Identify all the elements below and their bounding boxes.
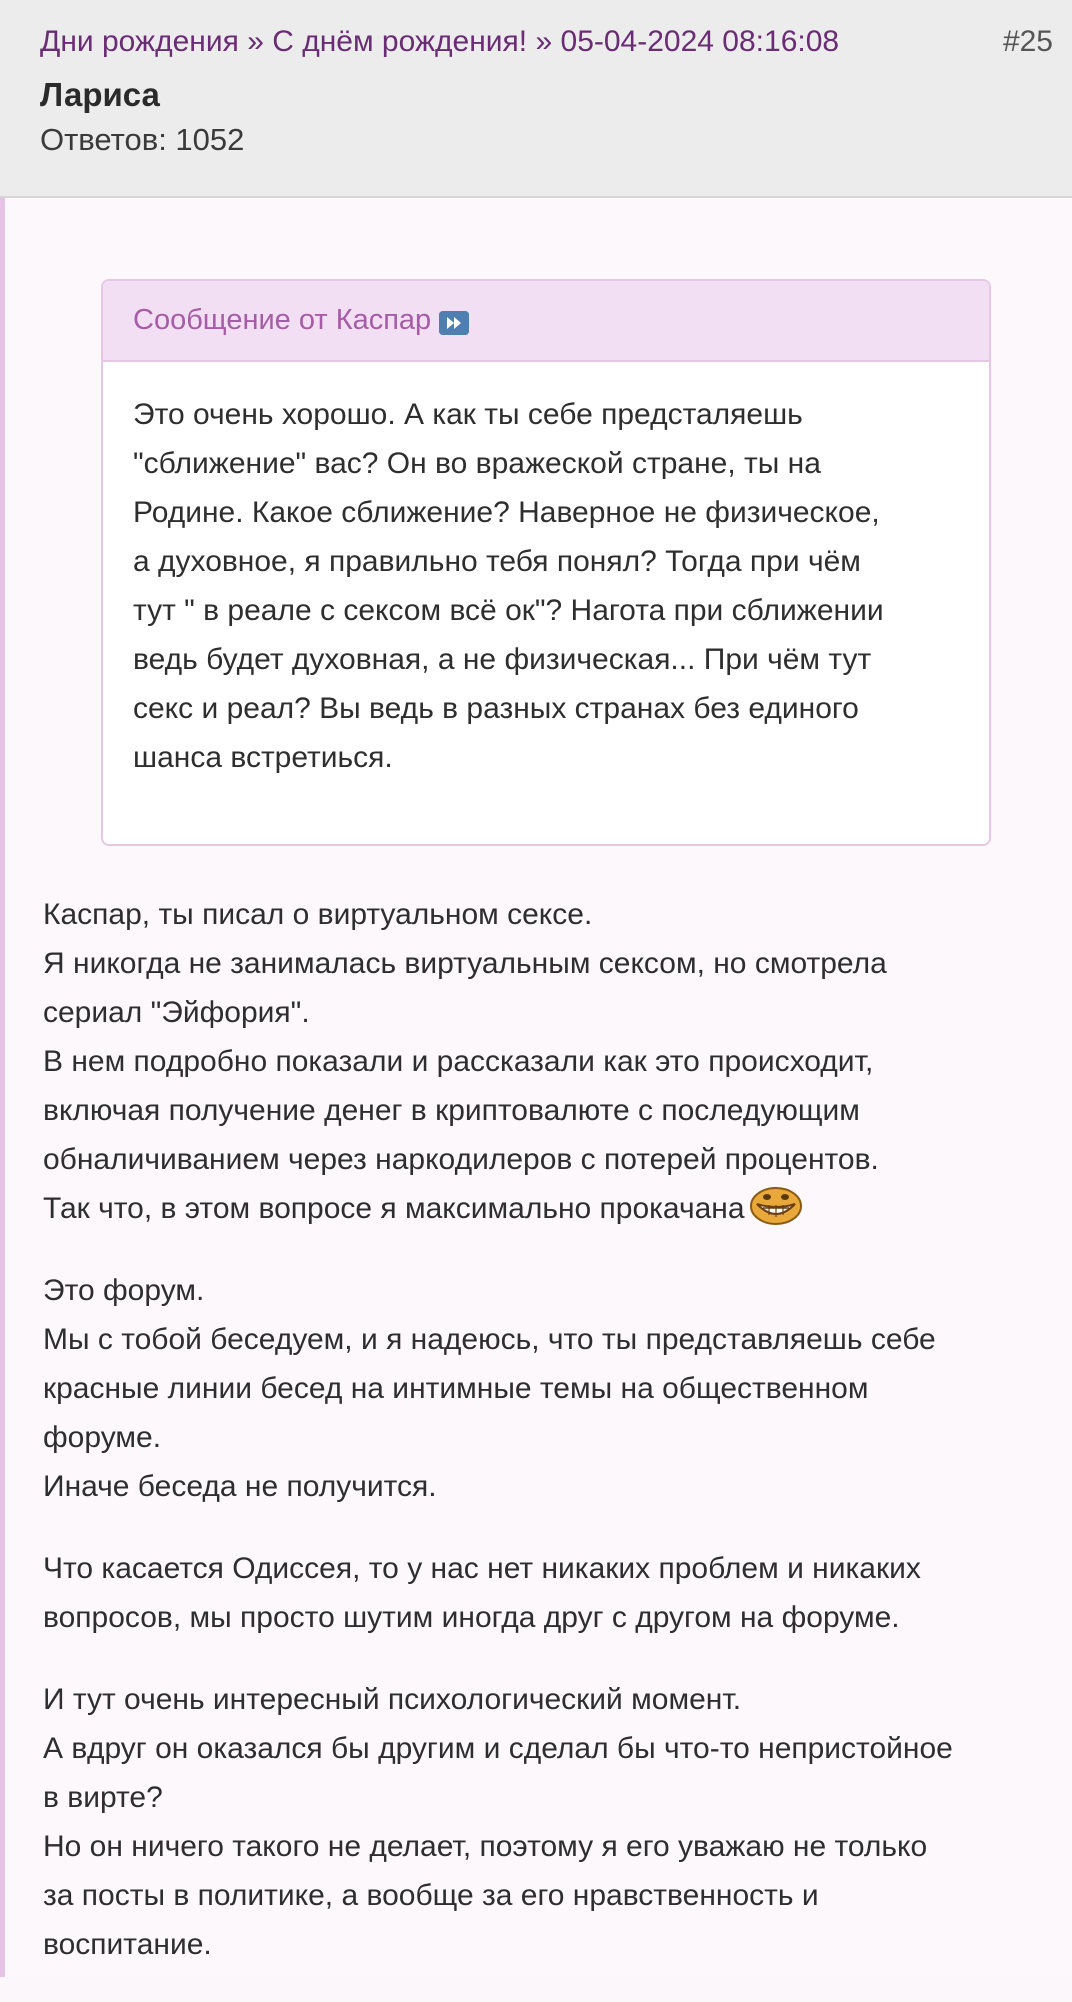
- message-line: за посты в политике, а вообще за его нравственность и: [43, 1879, 819, 1912]
- message-line: красные линии бесед на интимные темы на общественном: [43, 1372, 869, 1405]
- quote-line: Родине. Какое сближение? Наверное не физическое,: [133, 496, 880, 529]
- message-line: включая получение денег в криптовалюте с последующим: [43, 1094, 860, 1127]
- message-line: И тут очень интересный психологический момент.: [43, 1683, 742, 1716]
- message-line: А вдруг он оказался бы другим и сделал бы что-то непристойное: [43, 1732, 953, 1765]
- breadcrumb-separator: »: [247, 25, 264, 58]
- message-line-text: Так что, в этом вопросе я максимально прокачана: [43, 1192, 745, 1225]
- quote-block: [101, 279, 991, 846]
- post-message: [43, 890, 1063, 2002]
- quote-line: "сближение" вас? Он во вражеской стране, ты на: [133, 447, 821, 480]
- quote-attribution: Сообщение от Каспар: [133, 304, 432, 336]
- quote-line: а духовное, я правильно тебя понял? Тогда при чём: [133, 545, 861, 578]
- breadcrumb-topic-link[interactable]: С днём рождения!: [272, 25, 528, 58]
- post-author[interactable]: Лариса: [40, 76, 160, 113]
- message-line: обналичиванием через наркодилеров с потерей процентов.: [43, 1143, 879, 1176]
- quote-line: шанса встретиься.: [133, 741, 393, 774]
- message-paragraph: [43, 890, 1063, 1233]
- post-number-link[interactable]: #25: [1002, 25, 1053, 58]
- author-reply-count: Ответов: 1052: [40, 122, 245, 157]
- quote-line: Это очень хорошо. А как ты себе предсталяешь: [133, 398, 803, 431]
- message-line: форуме.: [43, 1421, 162, 1454]
- message-paragraph: [43, 1266, 1063, 1511]
- message-line: воспитание.: [43, 1928, 212, 1961]
- message-line: Иначе беседа не получится.: [43, 1470, 437, 1503]
- message-line: вопросов, мы просто шутим иногда друг с другом на форуме.: [43, 1601, 900, 1634]
- post-datetime-link[interactable]: 05-04-2024 08:16:08: [560, 25, 840, 58]
- message-line: Мы с тобой беседуем, и я надеюсь, что ты представляешь себе: [43, 1323, 936, 1356]
- quote-line: тут " в реале с сексом всё ок"? Нагота при сближении: [133, 594, 884, 627]
- message-line: Я никогда не занималась виртуальным сексом, но смотрела: [43, 947, 887, 980]
- quote-line: секс и реал? Вы ведь в разных странах без единого: [133, 692, 859, 725]
- message-line: Каспар, ты писал о виртуальном сексе.: [43, 898, 593, 931]
- message-line: В нем подробно показали и рассказали как это происходит,: [43, 1045, 874, 1078]
- grin-smiley-icon: [749, 1186, 803, 1226]
- breadcrumb-forum-link[interactable]: Дни рождения: [40, 25, 239, 58]
- post-header: [0, 0, 1072, 198]
- quote-body: [103, 362, 989, 782]
- message-paragraph: [43, 1675, 1063, 1969]
- message-line-with-emoji: [43, 1184, 1063, 1233]
- message-line: Что касается Одиссея, то у нас нет никаких проблем и никаких: [43, 1552, 921, 1585]
- breadcrumb: [40, 22, 839, 62]
- quote-line: ведь будет духовная, а не физическая... При чём тут: [133, 643, 872, 676]
- quote-header: [103, 281, 989, 362]
- message-line: в вирте?: [43, 1781, 163, 1814]
- message-paragraph: [43, 1544, 1063, 1642]
- message-line: Это форум.: [43, 1274, 205, 1307]
- message-line: сериал "Эйфория".: [43, 996, 310, 1029]
- breadcrumb-separator: »: [535, 25, 553, 58]
- message-line: Но он ничего такого не делает, поэтому я его уважаю не только: [43, 1830, 928, 1863]
- goto-post-icon[interactable]: [439, 311, 469, 335]
